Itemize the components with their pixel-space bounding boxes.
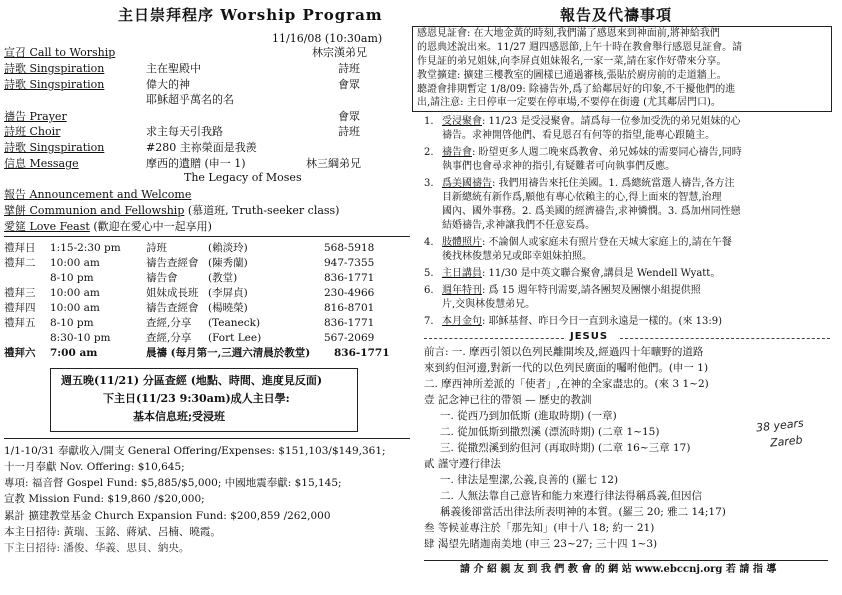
notice-line: 下主日(11/23 9:30am)成人主日學: [103,392,290,405]
schedule-person: (Teaneck) [208,317,261,329]
item-text: 國內、國外事務。2. 爲美國的經濟禱告,求神憐憫。3. 爲加州同性戀 [442,206,741,217]
finance-line: 十一月奉獻 Nov. Offering: $10,645; [4,461,185,473]
notice-box [50,368,358,432]
schedule-phone: 568-5918 [324,242,375,254]
divider [4,236,410,237]
program-leader: 會眾 [338,110,360,123]
item-text: : 耶穌基督、昨日今日一直到永遠是一樣的。(來 13:9) [482,316,722,327]
program-item: 偉大的神 [146,78,190,91]
item-label: 本月金句 [442,316,482,327]
communion-label: 擘餅 Communion and Fellowship [4,204,185,217]
schedule-day: 禮拜三 [4,287,36,299]
sermon-line: 肆 渴望先睹迦南美地 (申三 23~27; 三十四 1~3) [424,538,658,550]
sermon-line: 壹 記念神已往的帶領 — 歷史的教訓 [424,394,592,406]
schedule-event: 禱告會 [146,272,178,284]
announcements-label: 報告 Announcement and Welcome [4,188,192,201]
item-number: 1. [424,116,434,127]
sermon-line: 二. 人無法靠自己意皆和能力來遵行律法得稱爲義,但因信 [440,490,703,502]
sermon-line: 叁 等候並專注於「那先知」(申十八 18; 約一 21) [424,522,655,534]
item-number: 5. [424,268,434,279]
schedule-person: (楊曉榮) [208,302,248,314]
item-text: : 爲 15 週年特刊需要,請各團契及團懷小組提供照 [482,285,701,296]
box-line: 出,請注意: 主日停車一定要在停車場,不要停在街邊 (尤其鄰居門口)。 [417,97,721,108]
item-text: : 我們用禱告來托住美國。1. 爲總統當選人禱告,各方注 [492,178,735,189]
sermon-line: 稱義後卻當活出律法所表明神的本質。(羅三 20; 雅二 14;17) [440,506,726,518]
box-line: 作見証的弟兄姐妹,向李屏貞姐妹報名,一家一菜,請在家作好帶來分享。 [417,56,727,67]
program-item: 耶穌超乎萬名的名 [146,93,234,106]
item-text: : 盼望更多人週二晚來爲教會、弟兄姊妹的需要同心禱告,同時 [472,147,742,158]
item-text: : 不論個人或家庭未有照片登在天城大家庭上的,請在午餐 [482,237,732,248]
schedule-event: 禱告查經會 [146,302,199,314]
schedule-day: 禮拜二 [4,257,36,269]
sermon-line: 二. 摩西神所差派的「使者」,在神的全家盡忠的。(來 3 1~2) [424,378,709,390]
item-number: 2. [424,147,434,158]
item-label: 受浸聚會 [442,116,482,127]
program-item: 求主每天引我路 [146,125,223,138]
schedule-day: 禮拜四 [4,302,36,314]
schedule-person: (賴淡玲) [208,242,248,254]
item-text: : 11/23 是受浸聚會。請爲每一位參加受洗的弟兄姐妹的心 [482,116,741,127]
schedule-time: 10:00 am [50,257,100,269]
schedule-time: 8-10 pm [50,272,94,284]
schedule-event: 禱告查經會 [146,257,199,269]
program-item: #280 主祢榮面是我羨 [146,141,257,154]
program-item: The Legacy of Moses [184,171,302,184]
sermon-line: 前言: 一. 摩西引領以色列民離開埃及,經過四十年曠野的道路 [424,346,704,358]
schedule-person: (李屏貞) [208,287,248,299]
program-leader: 林三綱弟兄 [306,157,361,170]
sermon-line: 一. 從西乃到加低斯 (進取時期) (一章) [440,410,617,422]
divider [424,560,828,561]
schedule-person: (Fort Lee) [208,332,262,344]
schedule-phone: 836-1771 [324,272,375,284]
schedule-day: 禮拜五 [4,317,36,329]
sermon-line: 來到約但河邊,對新一代的以色列民廣面的囑咐他們。(申一 1) [424,362,709,374]
lovefeast-note: (歡迎在愛心中一起享用) [93,220,212,233]
schedule-event: 晨禱 (每月第一,三週六清晨於教堂) [146,347,311,359]
finance-line: 宣教 Mission Fund: $19,860 /$20,000; [4,493,205,505]
schedule-phone: 230-4966 [324,287,375,299]
program-leader: 詩班 [338,62,360,75]
finance-line: 下主日招待: 潘俊、华義、思貝、納央。 [4,542,190,554]
program-leader: 林宗漢弟兄 [312,46,367,59]
schedule-phone: 836-1771 [324,317,375,329]
program-label: 詩歌 Singspiration [4,141,105,154]
schedule-event: 詩班 [146,242,167,254]
jesus-banner: JESUS [570,331,609,342]
schedule-phone: 947-7355 [324,257,375,269]
item-text: 後找林俊慧弟兄或郞幸姐妹拍照。 [442,251,592,262]
schedule-time: 7:00 am [50,347,98,359]
program-leader: 詩班 [338,125,360,138]
banner-rule [620,338,830,339]
finance-line: 1/1-10/31 奉獻收入/開支 General Offering/Expenses: $151,103/$149,361; [4,445,386,457]
schedule-day: 禮拜日 [4,242,36,254]
program-label: 信息 Message [4,157,79,170]
item-text: 目新總統有新作爲,願他有專心依賴主的心,得上面來的智慧,治理 [442,192,722,203]
item-label: 禱告會 [442,147,472,158]
schedule-time: 8-10 pm [50,317,94,329]
program-label: 詩歌 Singspiration [4,62,105,75]
announcements-title: 報告及代禱事項 [560,6,673,24]
item-number: 3. [424,178,434,189]
box-line: 的恩典述說出來。11/27 週四感恩節,上午十時在教會舉行感恩見証會。請 [417,42,743,53]
schedule-phone: 816-8701 [324,302,375,314]
item-label: 週年特刊 [442,285,482,296]
item-text: 執事們也會尋求神的指引,有疑難者可向執事們反應。 [442,161,676,172]
schedule-time: 1:15-2:30 pm [50,242,121,254]
schedule-time: 10:00 am [50,287,100,299]
program-label: 詩班 Choir [4,125,61,138]
program-label: 宣召 Call to Worship [4,46,116,59]
schedule-event: 姐妹成長班 [146,287,199,299]
sermon-line: 貳 謹守遵行律法 [424,458,501,470]
schedule-time: 10:00 am [50,302,100,314]
lovefeast-label: 愛筵 Love Feast [4,220,90,233]
program-item: 摩西的遺贈 (申一 1) [146,157,246,170]
box-line: 感恩見証會: 在大地金黃的時刻,我們滿了感恩來到神面前,將神給我們 [417,28,720,39]
item-number: 7. [424,316,434,327]
item-text: 禱告。求神開啓他們、看見恩召有何等的指望,能專心跟隨主。 [442,130,716,141]
finance-line: 專項: 福音督 Gospel Fund: $5,885/$5,000; 中國地震奉獻: $15,145; [4,477,342,489]
schedule-person: (陳秀蘭) [208,257,248,269]
divider [4,438,410,439]
banner-rule [424,338,564,339]
finance-line: 累計 擴建教堂基金 Church Expansion Fund: $200,859 /262,000 [4,510,331,522]
finance-line: 本主日招待: 黃瑞、玉銘、蔣斌、呂楠、曉霞。 [4,526,221,538]
notice-line: 基本信息班;受浸班 [133,410,226,423]
schedule-event: 查經,分享 [146,332,192,344]
item-text: 結婚禱告,求神讓我們不任意妄爲。 [442,220,596,231]
item-number: 4. [424,237,434,248]
sermon-line: 二. 從加低斯到撒烈溪 (漂流時期) (二章 1~15) [440,426,660,438]
program-label: 詩歌 Singspiration [4,78,105,91]
schedule-time: 8:30-10 pm [50,332,111,344]
footer-website: 請 介 紹 親 友 到 我 們 教 會 的 網 站 www.ebccnj.org 若 請 指 導 [460,564,777,575]
program-item: 主在聖殿中 [146,62,201,75]
box-line: 聽證會排期暫定 1/8/09: 除禱告外,爲了給鄰居好的印象,不干擾他們的進 [417,84,736,95]
service-datetime: 11/16/08 (10:30am) [272,32,383,45]
schedule-phone: 836-1771 [334,347,390,359]
item-label: 主日講員 [442,268,482,279]
program-title: 主日崇拜程序 Worship Program [118,6,383,24]
notice-line: 週五晚(11/21) 分區查經 (地點、時間、進度見反面) [61,374,323,387]
announcement-box [412,26,832,112]
item-label: 爲美國禱告 [442,178,492,189]
box-line: 教堂擴建: 擴建三樓教室的圖樣已通過審核,張貼於廚房前的走道牆上。 [417,70,727,81]
program-leader: 會眾 [338,78,360,91]
item-number: 6. [424,285,434,296]
handwritten-note: 38 years [755,416,805,435]
schedule-day: 禮拜六 [4,347,36,359]
item-text: : 11/30 是中英文聯合聚會,講員是 Wendell Wyatt。 [482,268,721,279]
item-text: 片,交與林俊慧弟兄。 [442,299,536,310]
item-label: 肢體照片 [442,237,482,248]
communion-note: (慕道班, Truth-seeker class) [187,204,340,217]
sermon-line: 一. 律法是聖潔,公義,良善的 (羅七 12) [440,474,619,486]
handwritten-note: Zareb [769,433,804,450]
program-label: 禱告 Prayer [4,110,67,123]
schedule-phone: 567-2069 [324,332,375,344]
schedule-person: (教堂) [208,272,238,284]
sermon-line: 三. 從撒烈溪到約但河 (再取時期) (二章 16~三章 17) [440,442,691,454]
schedule-event: 查經,分享 [146,317,192,329]
